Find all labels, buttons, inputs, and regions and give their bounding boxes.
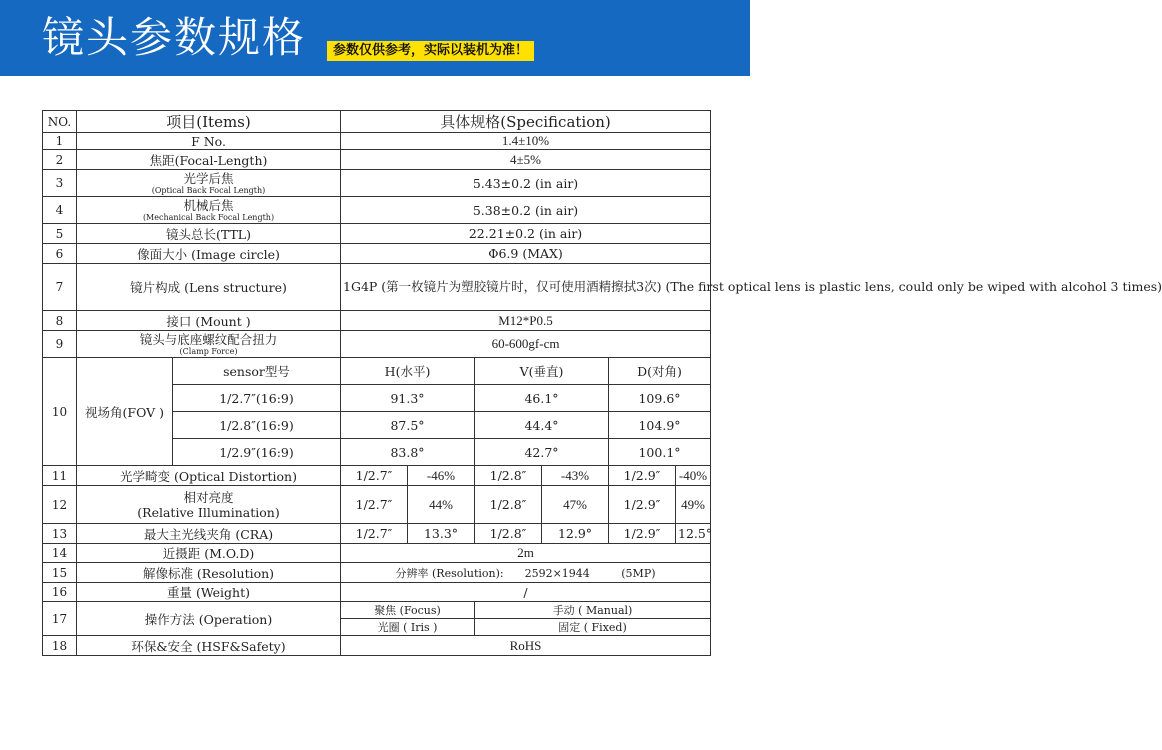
sensor-size: 1/2.9″	[609, 524, 676, 544]
spec-value: Φ6.9 (MAX)	[341, 244, 711, 264]
operation-value: 手动 ( Manual)	[475, 602, 711, 619]
spec-table	[42, 110, 1162, 656]
fov-h: 91.3°	[341, 385, 475, 412]
row-number: 10	[43, 358, 77, 466]
row-number: 14	[43, 544, 77, 563]
spec-value: 2m	[341, 544, 711, 563]
sensor-size: 1/2.9″	[609, 466, 676, 486]
table-row	[43, 331, 711, 358]
fov-h: 87.5°	[341, 412, 475, 439]
header-spec: 具体规格(Specification)	[341, 111, 711, 133]
row-number: 4	[43, 197, 77, 224]
row-number: 15	[43, 563, 77, 583]
page-title: 镜头参数规格	[42, 13, 307, 62]
item-label: 近摄距 (M.O.D)	[77, 544, 341, 563]
spec-value: 1.4±10%	[341, 133, 711, 150]
item-sublabel: (Mechanical Back Focal Length)	[142, 212, 275, 222]
spec-value: /	[341, 583, 711, 602]
item-label: 相对亮度	[183, 489, 234, 505]
spec-value: 分辨率 (Resolution): 2592×1944 (5MP)	[341, 563, 711, 583]
item-sublabel: (Clamp Force)	[179, 346, 238, 356]
fov-h: 83.8°	[341, 439, 475, 466]
cra-value: 13.3°	[408, 524, 475, 544]
table-row	[43, 486, 711, 524]
illumination-value: 47%	[542, 486, 609, 524]
fov-sensor: 1/2.9″(16:9)	[173, 439, 341, 466]
table-row	[43, 544, 711, 563]
table-header-row	[43, 111, 711, 133]
operation-label: 聚焦 (Focus)	[341, 602, 475, 619]
fov-d: 100.1°	[609, 439, 711, 466]
fov-d: 109.6°	[609, 385, 711, 412]
distortion-value: -43%	[542, 466, 609, 486]
fov-v: 42.7°	[475, 439, 609, 466]
table-row	[43, 197, 711, 224]
spec-value: 5.43±0.2 (in air)	[341, 170, 711, 197]
item-label: 视场角(FOV )	[77, 358, 173, 466]
row-number: 18	[43, 636, 77, 656]
item-label: 环保&安全 (HSF&Safety)	[77, 636, 341, 656]
table-row	[43, 224, 711, 244]
fov-d: 104.9°	[609, 412, 711, 439]
table-row	[43, 311, 711, 331]
row-number: 9	[43, 331, 77, 358]
item-label: 操作方法 (Operation)	[77, 602, 341, 636]
sensor-size: 1/2.8″	[475, 524, 542, 544]
item-cell	[77, 486, 341, 524]
table-row	[43, 244, 711, 264]
table-row	[43, 466, 711, 486]
item-label: 光学后焦	[183, 170, 234, 186]
item-cell	[77, 331, 341, 358]
sensor-size: 1/2.7″	[341, 486, 408, 524]
header-banner	[0, 0, 750, 76]
table-row	[43, 636, 711, 656]
item-label: 镜头总长(TTL)	[77, 224, 341, 244]
fov-header-sensor: sensor型号	[173, 358, 341, 385]
spec-value: 4±5%	[341, 150, 711, 170]
item-label: 最大主光线夹角 (CRA)	[77, 524, 341, 544]
disclaimer-badge: 参数仅供参考，实际以装机为准！	[327, 41, 534, 61]
item-label: 镜头与底座螺纹配合扭力	[139, 331, 278, 347]
spec-value: 60-600gf-cm	[341, 331, 711, 358]
item-label: 光学畸变 (Optical Distortion)	[77, 466, 341, 486]
row-number: 3	[43, 170, 77, 197]
row-number: 7	[43, 264, 77, 311]
sensor-size: 1/2.8″	[475, 486, 542, 524]
fov-sensor: 1/2.8″(16:9)	[173, 412, 341, 439]
spec-value: 1G4P (第一枚镜片为塑胶镜片时，仅可使用酒精擦拭3次) (The first optical lens is plastic lens, could only be wiped with alcohol 3 times)	[341, 264, 711, 311]
table-row	[43, 524, 711, 544]
spec-value: 5.38±0.2 (in air)	[341, 197, 711, 224]
row-number: 13	[43, 524, 77, 544]
table-row	[43, 133, 711, 150]
header-no: NO.	[43, 111, 77, 133]
item-cell	[77, 170, 341, 197]
spec-value: M12*P0.5	[341, 311, 711, 331]
fov-header-v: V(垂直)	[475, 358, 609, 385]
row-number: 11	[43, 466, 77, 486]
row-number: 8	[43, 311, 77, 331]
distortion-value: -46%	[408, 466, 475, 486]
fov-sensor: 1/2.7″(16:9)	[173, 385, 341, 412]
illumination-value: 44%	[408, 486, 475, 524]
item-label: 镜片构成 (Lens structure)	[77, 264, 341, 311]
item-sublabel: (Relative Illumination)	[137, 504, 280, 520]
row-number: 5	[43, 224, 77, 244]
row-number: 12	[43, 486, 77, 524]
item-label: 解像标准 (Resolution)	[77, 563, 341, 583]
operation-label: 光圈 ( Iris )	[341, 619, 475, 636]
sensor-size: 1/2.7″	[341, 466, 408, 486]
header-items: 项目(Items)	[77, 111, 341, 133]
fov-v: 44.4°	[475, 412, 609, 439]
item-label: 接口 (Mount )	[77, 311, 341, 331]
cra-value: 12.5°	[676, 524, 711, 544]
item-label: 重量 (Weight)	[77, 583, 341, 602]
operation-value: 固定 ( Fixed)	[475, 619, 711, 636]
cra-value: 12.9°	[542, 524, 609, 544]
sensor-size: 1/2.7″	[341, 524, 408, 544]
item-sublabel: (Optical Back Focal Length)	[151, 185, 266, 195]
row-number: 6	[43, 244, 77, 264]
table-row	[43, 563, 711, 583]
item-cell	[77, 197, 341, 224]
illumination-value: 49%	[676, 486, 711, 524]
sensor-size: 1/2.8″	[475, 466, 542, 486]
table-row	[43, 583, 711, 602]
row-number: 2	[43, 150, 77, 170]
table-row	[43, 170, 711, 197]
fov-header-h: H(水平)	[341, 358, 475, 385]
row-number: 1	[43, 133, 77, 150]
row-number: 16	[43, 583, 77, 602]
spec-value: RoHS	[341, 636, 711, 656]
distortion-value: -40%	[676, 466, 711, 486]
spec-value: 22.21±0.2 (in air)	[341, 224, 711, 244]
fov-v: 46.1°	[475, 385, 609, 412]
table-row	[43, 150, 711, 170]
table-row	[43, 358, 711, 385]
table-row	[43, 264, 711, 311]
sensor-size: 1/2.9″	[609, 486, 676, 524]
item-label: 焦距(Focal-Length)	[77, 150, 341, 170]
item-label: F No.	[77, 133, 341, 150]
row-number: 17	[43, 602, 77, 636]
item-label: 像面大小 (Image circle)	[77, 244, 341, 264]
item-label: 机械后焦	[183, 197, 234, 213]
fov-header-d: D(对角)	[609, 358, 711, 385]
table-row	[43, 602, 711, 619]
